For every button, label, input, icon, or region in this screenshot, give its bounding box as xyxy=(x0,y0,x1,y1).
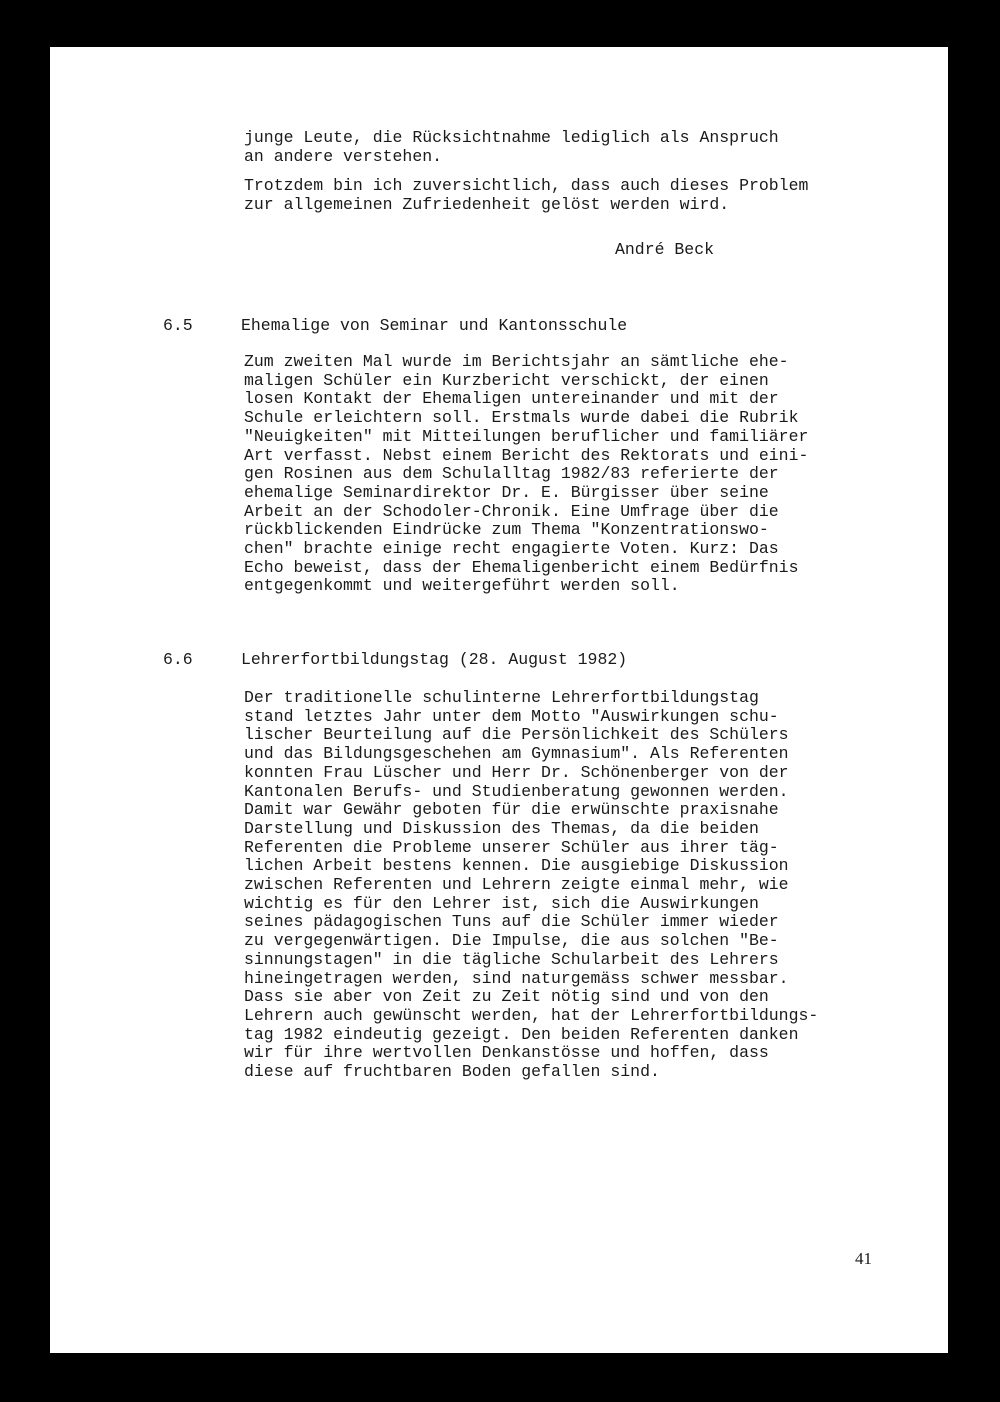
text-line: Schule erleichtern soll. Erstmals wurde dabei die Rubrik xyxy=(244,408,799,428)
text-line: wichtig es für den Lehrer ist, sich die Auswirkungen xyxy=(244,893,759,913)
text-line: zu vergegenwärtigen. Die Impulse, die aus solchen "Be- xyxy=(244,931,779,951)
text-line: rückblickenden Eindrücke zum Thema "Konzentrationswo- xyxy=(244,520,769,540)
text-line: Trotzdem bin ich zuversichtlich, dass auch dieses Problem xyxy=(244,176,809,195)
text-line: sinnungstagen" in die tägliche Schularbeit des Lehrers xyxy=(244,949,779,969)
text-line: Echo beweist, dass der Ehemaligenbericht einem Bedürfnis xyxy=(244,557,799,577)
author-signature: André Beck xyxy=(615,240,715,259)
text-line: "Neuigkeiten" mit Mitteilungen beruflicher und familiärer xyxy=(244,426,809,446)
continuation-paragraph-2 xyxy=(244,177,808,214)
text-line: lichen Arbeit bestens kennen. Die ausgiebige Diskussion xyxy=(244,856,789,876)
text-line: junge Leute, die Rücksichtnahme lediglich als Anspruch xyxy=(244,128,779,147)
text-line: tag 1982 eindeutig gezeigt. Den beiden Referenten danken xyxy=(244,1024,799,1044)
section-heading-6-5 xyxy=(163,317,627,336)
section-heading-6-6 xyxy=(163,651,627,670)
section-6-5-body xyxy=(244,353,808,596)
section-title: Lehrerfortbildungstag (28. August 1982) xyxy=(241,650,628,669)
section-number: 6.5 xyxy=(163,316,193,335)
text-line: diese auf fruchtbaren Boden gefallen sind. xyxy=(244,1062,660,1082)
text-line: an andere verstehen. xyxy=(244,146,443,166)
text-line: entgegenkommt und weitergeführt werden soll. xyxy=(244,576,680,596)
text-line: maligen Schüler ein Kurzbericht verschickt, der einen xyxy=(244,370,769,390)
text-line: Referenten die Probleme unserer Schüler aus ihrer täg- xyxy=(244,837,779,857)
text-line: hineingetragen werden, sind naturgemäss schwer messbar. xyxy=(244,968,789,988)
section-number: 6.6 xyxy=(163,650,193,669)
text-line: stand letztes Jahr unter dem Motto "Auswirkungen schu- xyxy=(244,706,779,726)
continuation-paragraph-1 xyxy=(244,129,779,166)
text-line: chen" brachte einige recht engagierte Voten. Kurz: Das xyxy=(244,539,779,559)
text-line: Art verfasst. Nebst einem Bericht des Rektorats und eini- xyxy=(244,445,809,465)
text-line: Lehrern auch gewünscht werden, hat der Lehrerfortbildungs- xyxy=(244,1005,819,1025)
text-line: Darstellung und Diskussion des Themas, da die beiden xyxy=(244,818,759,838)
section-title: Ehemalige von Seminar und Kantonsschule xyxy=(241,316,628,335)
text-line: zur allgemeinen Zufriedenheit gelöst werden wird. xyxy=(244,194,730,214)
text-line: Der traditionelle schulinterne Lehrerfortbildungstag xyxy=(244,688,759,707)
text-line: losen Kontakt der Ehemaligen untereinander und mit der xyxy=(244,389,779,409)
text-line: konnten Frau Lüscher und Herr Dr. Schönenberger von der xyxy=(244,762,789,782)
text-line: Damit war Gewähr geboten für die erwünschte praxisnahe xyxy=(244,800,779,820)
text-line: Dass sie aber von Zeit zu Zeit nötig sind und von den xyxy=(244,987,769,1007)
section-6-6-body xyxy=(244,689,818,1082)
document-page xyxy=(50,47,948,1353)
text-line: und das Bildungsgeschehen am Gymnasium". Als Referenten xyxy=(244,744,789,764)
text-line: Arbeit an der Schodoler-Chronik. Eine Umfrage über die xyxy=(244,501,779,521)
text-line: gen Rosinen aus dem Schulalltag 1982/83 referierte der xyxy=(244,464,779,484)
page-number: 41 xyxy=(855,1249,872,1268)
text-line: Kantonalen Berufs- und Studienberatung gewonnen werden. xyxy=(244,781,789,801)
text-line: wir für ihre wertvollen Denkanstösse und hoffen, dass xyxy=(244,1043,769,1063)
text-line: ehemalige Seminardirektor Dr. E. Bürgisser über seine xyxy=(244,482,769,502)
text-line: seines pädagogischen Tuns auf die Schüler immer wieder xyxy=(244,912,779,932)
text-line: zwischen Referenten und Lehrern zeigte einmal mehr, wie xyxy=(244,875,789,895)
text-line: Zum zweiten Mal wurde im Berichtsjahr an sämtliche ehe- xyxy=(244,352,789,371)
text-line: lischer Beurteilung auf die Persönlichkeit des Schülers xyxy=(244,725,789,745)
